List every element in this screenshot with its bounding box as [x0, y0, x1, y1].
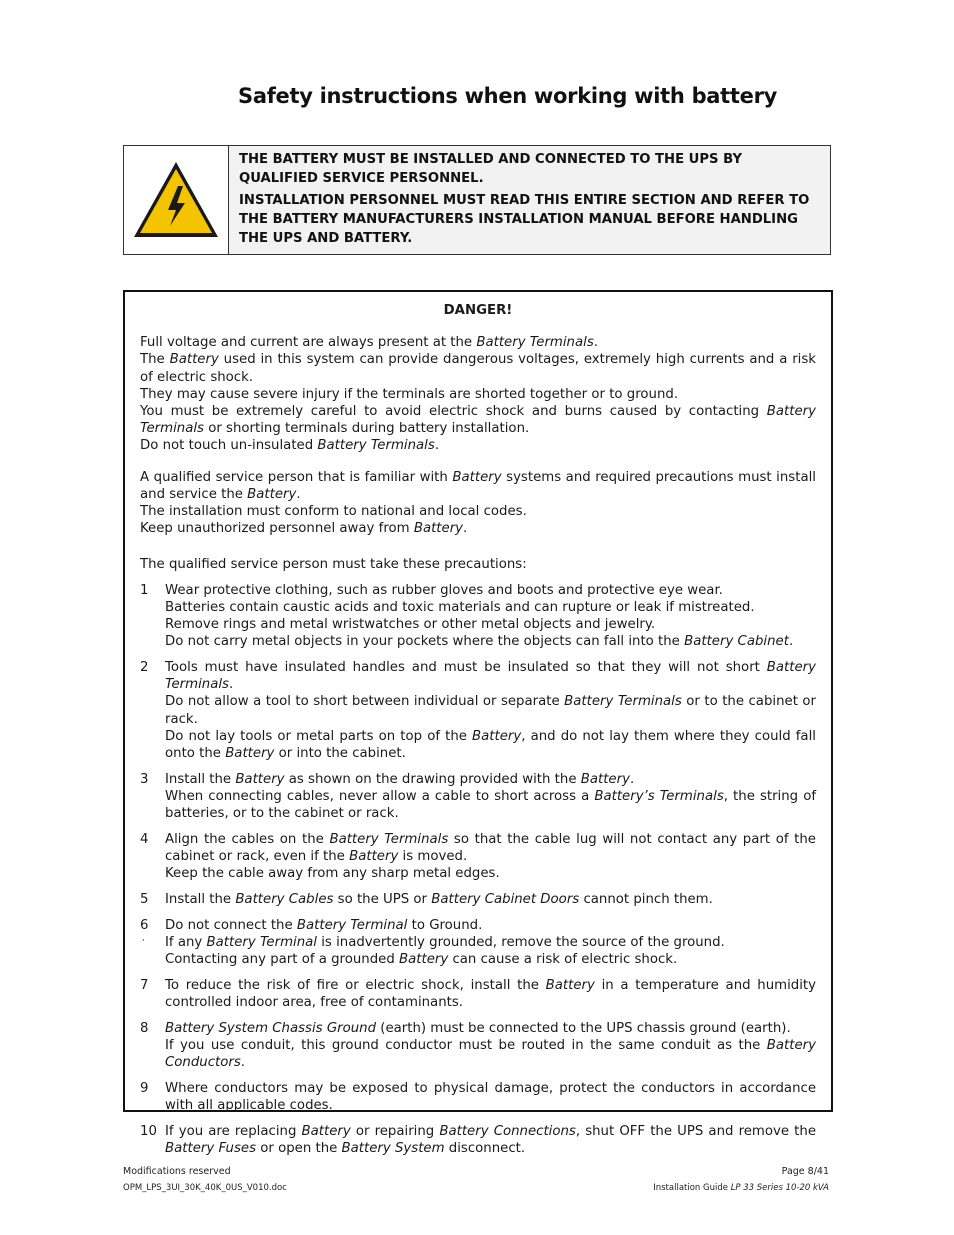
warning-line-1: THE BATTERY MUST BE INSTALLED AND CONNECTED TO THE UPS BY QUALIFIED SERVICE PERSONNEL. [239, 152, 743, 186]
warning-text [229, 146, 830, 254]
warning-line-2: INSTALLATION PERSONNEL MUST READ THIS ENTIRE SECTION AND REFER TO THE BATTERY MANUFACTURERS INSTALLATION MANUAL BEFORE HANDLING THE UPS AND BATTERY. [239, 193, 810, 246]
precaution-line: Do not allow a tool to short between individual or separate Battery Terminals or to the cabinet or rack. [165, 694, 816, 727]
precaution-text [165, 1020, 816, 1072]
precaution-line: Tools must have insulated handles and must be insulated so that they will not short Battery Terminals. [165, 659, 816, 693]
danger-heading: DANGER! [443, 303, 513, 318]
precaution-line: Install the Battery as shown on the drawing provided with the Battery. [165, 771, 635, 787]
precaution-line: Install the Battery Cables so the UPS or Battery Cabinet Doors cannot pinch them. [165, 891, 713, 907]
precaution-text [165, 771, 816, 823]
precaution-item [140, 917, 816, 969]
precaution-line: If you use conduit, this ground conductor must be routed in the same conduit as the Battery Conductors. [165, 1037, 816, 1071]
precaution-number: 7 [140, 977, 149, 993]
precaution-text [165, 1123, 816, 1157]
footer-guide-prefix: Installation Guide [653, 1183, 731, 1193]
danger-line: They may cause severe injury if the terminals are shorted together or to ground. [140, 386, 679, 402]
precaution-number: 3 [140, 771, 149, 787]
precaution-number: 10 [140, 1123, 157, 1139]
precaution-line: Contacting any part of a grounded Battery can cause a risk of electric shock. [165, 952, 678, 967]
footer-filename: OPM_LPS_3UI_30K_40K_0US_V010.doc [123, 1183, 287, 1193]
precaution-text [165, 582, 816, 651]
danger-line: Full voltage and current are always present at the Battery Terminals. [140, 335, 598, 351]
precautions-list [140, 582, 816, 1157]
precaution-number: 6 [140, 917, 149, 933]
danger-line: The installation must conform to national and local codes. [140, 504, 527, 520]
precaution-number: 2 [140, 659, 149, 675]
danger-line: Keep unauthorized personnel away from Battery. [140, 521, 468, 537]
precaution-line: Wear protective clothing, such as rubber gloves and boots and protective eye wear. [165, 582, 723, 598]
precaution-line: Where conductors may be exposed to physical damage, protect the conductors in accordance with all applicable codes. [165, 1080, 816, 1113]
stray-mark: , [142, 933, 145, 942]
footer-page-number: Page 8/41 [781, 1166, 829, 1177]
precaution-text [165, 917, 816, 969]
danger-line: A qualified service person that is familiar with Battery systems and required precautions must install and service the Battery. [140, 469, 816, 502]
precaution-item [140, 659, 816, 762]
precaution-line: Do not carry metal objects in your pockets where the objects can fall into the Battery Cabinet. [165, 634, 794, 650]
precaution-text [165, 659, 816, 762]
warning-box [123, 145, 831, 255]
precaution-item [140, 771, 816, 823]
precaution-line: Remove rings and metal wristwatches or other metal objects and jewelry. [165, 617, 656, 633]
precaution-text [165, 977, 816, 1011]
danger-line: You must be extremely careful to avoid electric shock and burns caused by contacting Battery Terminals or shorting terminals during battery installation. [140, 404, 816, 437]
footer-modifications: Modifications reserved [123, 1166, 231, 1177]
precaution-item [140, 977, 816, 1011]
precaution-item [140, 1080, 816, 1114]
danger-box [123, 290, 833, 1156]
precaution-line: When connecting cables, never allow a cable to short across a Battery’s Terminals, the string of batteries, or to the cabinet or rack. [165, 788, 817, 822]
precaution-line: Keep the cable away from any sharp metal edges. [165, 866, 500, 882]
footer-guide-model: LP 33 Series 10-20 kVA [730, 1183, 829, 1193]
danger-line: Do not touch un-insulated Battery Terminals. [140, 438, 440, 454]
precaution-item [140, 831, 816, 883]
precaution-item [140, 1020, 816, 1072]
danger-block-2 [140, 469, 816, 538]
danger-block-1 [140, 334, 816, 454]
precaution-line: If any Battery Terminal is inadvertently grounded, remove the source of the ground. [165, 934, 725, 950]
page-title: Safety instructions when working with battery [238, 84, 778, 108]
danger-line: The Battery used in this system can provide dangerous voltages, extremely high currents and a risk of electric shock. [140, 352, 817, 385]
precaution-item [140, 1123, 816, 1157]
precaution-line: To reduce the risk of fire or electric shock, install the Battery in a temperature and humidity controlled indoor area, free of contaminants. [165, 977, 816, 1010]
precautions-intro: The qualified service person must take these precautions: [140, 557, 527, 573]
precaution-text [165, 831, 816, 883]
high-voltage-warning-icon [124, 146, 229, 254]
precaution-text [165, 1080, 816, 1114]
precaution-number: 1 [140, 582, 149, 598]
precaution-number: 9 [140, 1080, 149, 1096]
precaution-line: Do not connect the Battery Terminal to Ground. [165, 917, 483, 933]
precaution-line: Do not lay tools or metal parts on top of the Battery, and do not lay them where they could fall onto the Battery or into the cabinet. [165, 728, 816, 761]
precaution-line: If you are replacing Battery or repairing Battery Connections, shut OFF the UPS and remove the Battery Fuses or open the Battery System disconnect. [165, 1123, 816, 1156]
precaution-item [140, 582, 816, 651]
precaution-text [165, 891, 816, 908]
precaution-line: Battery System Chassis Ground (earth) must be connected to the UPS chassis ground (earth). [165, 1020, 791, 1036]
precaution-number: 8 [140, 1020, 149, 1036]
precaution-item [140, 891, 816, 908]
footer-guide-title [653, 1183, 829, 1193]
precaution-line: Align the cables on the Battery Terminals so that the cable lug will not contact any part of the cabinet or rack, even if the Battery is moved. [165, 831, 816, 864]
precaution-line: Batteries contain caustic acids and toxic materials and can rupture or leak if mistreated. [165, 599, 755, 615]
precaution-number: 5 [140, 891, 149, 907]
precaution-number: 4 [140, 831, 149, 847]
